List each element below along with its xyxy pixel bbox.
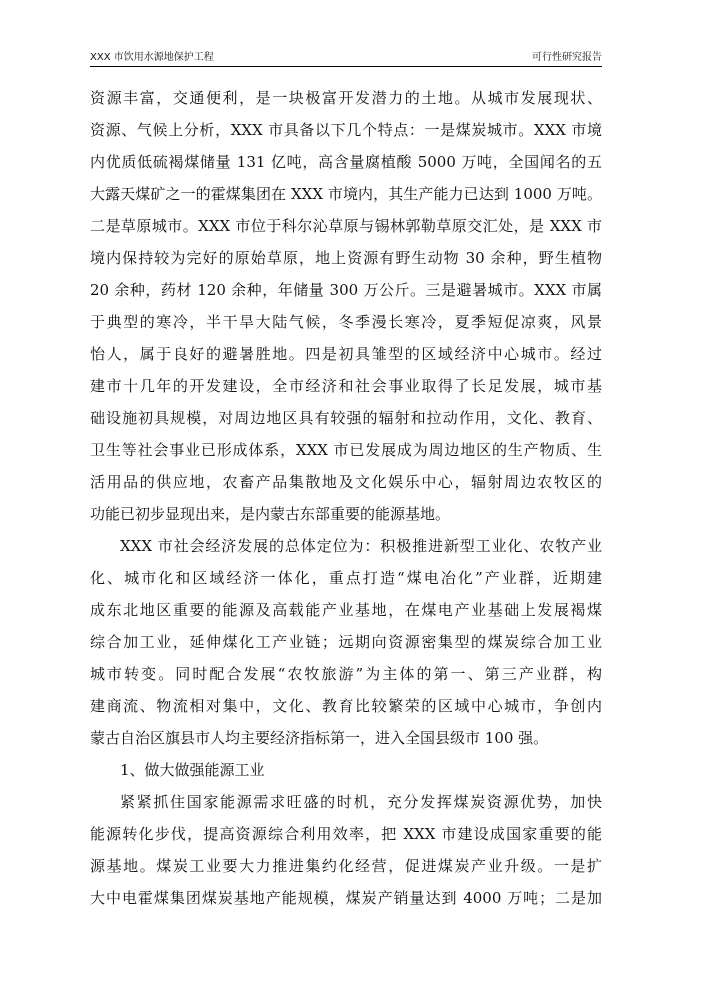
text-line: 卫生等社会事业已形成体系，XXX 市已发展成为周边地区的生产物质、生 xyxy=(90,441,602,459)
text-line: 功能已初步显现出来，是内蒙古东部重要的能源基地。 xyxy=(90,505,451,523)
section-heading: 1、做大做强能源工业 xyxy=(120,761,265,779)
text-line: 资源丰富，交通便利，是一块极富开发潜力的土地。从城市发展现状、 xyxy=(90,89,602,107)
text-line: 于典型的寒冷，半干旱大陆气候，冬季漫长寒冷，夏季短促凉爽，风景 xyxy=(90,313,602,331)
text-line: 怡人，属于良好的避暑胜地。四是初具雏型的区域经济中心城市。经过 xyxy=(90,345,602,363)
text-line: 蒙古自治区旗县市人均主要经济指标第一，进入全国县级市 100 强。 xyxy=(90,729,549,747)
text-line: 建商流、物流相对集中，文化、教育比较繁荣的区域中心城市，争创内 xyxy=(90,697,602,715)
text-line: 源基地。煤炭工业要大力推进集约化经营，促进煤炭产业升级。一是扩 xyxy=(90,857,602,875)
text-line: 20 余种，药材 120 余种，年储量 300 万公斤。三是避暑城市。XXX 市属 xyxy=(90,281,602,299)
text-line: 成东北地区重要的能源及高载能产业基地，在煤电产业基础上发展褐煤 xyxy=(90,601,602,619)
text-line: 大中电霍煤集团煤炭基地产能规模，煤炭产销量达到 4000 万吨；二是加 xyxy=(90,889,602,907)
header-report-type: 可行性研究报告 xyxy=(532,52,602,63)
text-line: 化、城市化和区域经济一体化，重点打造“煤电冶化”产业群，近期建 xyxy=(90,569,602,587)
page-header xyxy=(90,50,602,67)
text-line: 城市转变。同时配合发展“农牧旅游”为主体的第一、第三产业群，构 xyxy=(90,665,602,683)
header-project-title: XXX 市饮用水源地保护工程 xyxy=(90,52,214,63)
text-line: 础设施初具规模，对周边地区具有较强的辐射和拉动作用，文化、教育、 xyxy=(90,409,602,427)
text-line: 资源、气候上分析，XXX 市具备以下几个特点：一是煤炭城市。XXX 市境 xyxy=(90,121,602,139)
text-line: 能源转化步伐，提高资源综合利用效率，把 XXX 市建设成国家重要的能 xyxy=(90,825,602,843)
text-line: 境内保持较为完好的原始草原，地上资源有野生动物 30 余种，野生植物 xyxy=(90,249,602,267)
text-line: 综合加工业，延伸煤化工产业链；远期向资源密集型的煤炭综合加工业 xyxy=(90,633,602,651)
text-line: 建市十几年的开发建设，全市经济和社会事业取得了长足发展，城市基 xyxy=(90,377,602,395)
text-line: 二是草原城市。XXX 市位于科尔沁草原与锡林郭勒草原交汇处，是 XXX 市 xyxy=(90,217,602,235)
text-line: 大露天煤矿之一的霍煤集团在 XXX 市境内，其生产能力已达到 1000 万吨。 xyxy=(90,185,602,203)
text-line: XXX 市社会经济发展的总体定位为：积极推进新型工业化、农牧产业 xyxy=(120,537,602,555)
text-line: 紧紧抓住国家能源需求旺盛的时机，充分发挥煤炭资源优势，加快 xyxy=(120,793,602,811)
document-body xyxy=(90,82,602,914)
text-line: 内优质低硫褐煤储量 131 亿吨，高含量腐植酸 5000 万吨，全国闻名的五 xyxy=(90,153,602,171)
text-line: 活用品的供应地，农畜产品集散地及文化娱乐中心，辐射周边农牧区的 xyxy=(90,473,602,491)
